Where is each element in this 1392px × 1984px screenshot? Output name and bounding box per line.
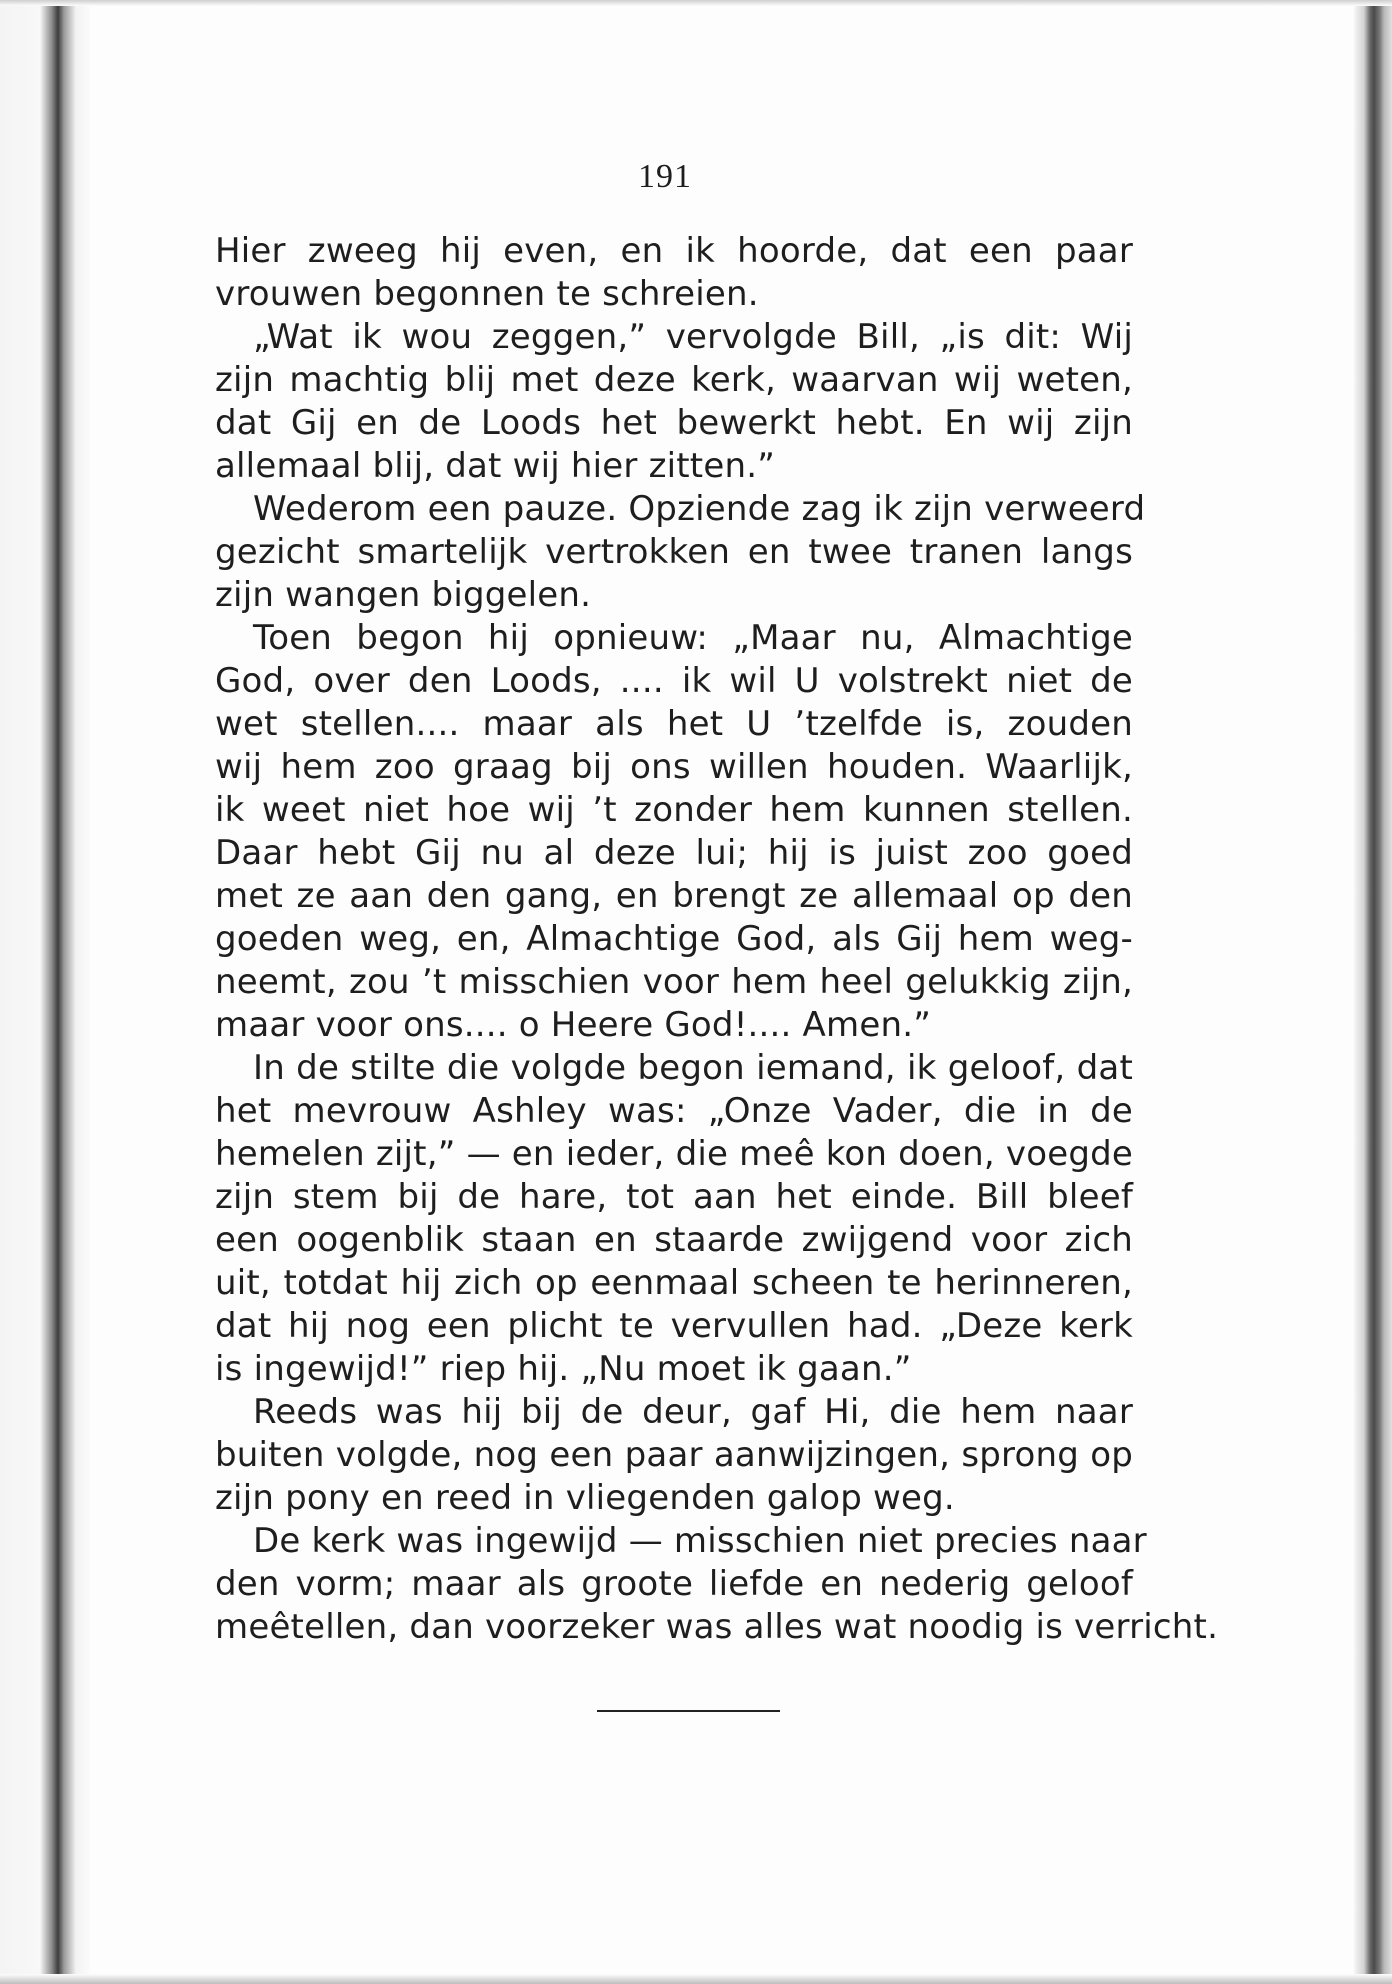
body-text — [215, 230, 1219, 1649]
bottom-shadow — [0, 1974, 1392, 1984]
text-line: God, over den Loods, .... ik wil U volstrekt niet de — [215, 661, 1133, 701]
text-line: goeden weg, en, Almachtige God, als Gij hem weg- — [215, 919, 1133, 959]
text-line: In de stilte die volgde begon iemand, ik geloof, dat — [253, 1048, 1133, 1088]
text-line: „Wat ik wou zeggen,” vervolgde Bill, „is dit: Wij — [253, 317, 1133, 357]
text-line: zijn stem bij de hare, tot aan het einde. Bill bleef — [215, 1177, 1133, 1217]
text-line: ik weet niet hoe wij ’t zonder hem kunnen stellen. — [215, 790, 1133, 830]
text-line: neemt, zou ’t misschien voor hem heel gelukkig zijn, — [215, 962, 1133, 1002]
text-line: dat Gij en de Loods het bewerkt hebt. En wij zijn — [215, 403, 1133, 443]
text-line: den vorm; maar als groote liefde en nederig geloof — [215, 1564, 1133, 1604]
text-line: allemaal blij, dat wij hier zitten.” — [215, 446, 776, 486]
text-line: zijn pony en reed in vliegenden galop weg. — [215, 1478, 955, 1518]
top-shadow — [0, 0, 1392, 6]
text-line: gezicht smartelijk vertrokken en twee tranen langs — [215, 532, 1133, 572]
text-line: wet stellen.... maar als het U ’tzelfde is, zouden — [215, 704, 1133, 744]
text-line: Hier zweeg hij even, en ik hoorde, dat een paar — [215, 231, 1133, 271]
text-line: dat hij nog een plicht te vervullen had. „Deze kerk — [215, 1306, 1133, 1346]
text-line: met ze aan den gang, en brengt ze allemaal op den — [215, 876, 1133, 916]
text-line: het mevrouw Ashley was: „Onze Vader, die in de — [215, 1091, 1133, 1131]
text-line: een oogenblik staan en staarde zwijgend voor zich — [215, 1220, 1133, 1260]
text-line: uit, totdat hij zich op eenmaal scheen te herinneren, — [215, 1263, 1133, 1303]
page-number: 191 — [638, 158, 692, 195]
text-line: meêtellen, dan voorzeker was alles wat noodig is verricht. — [215, 1607, 1219, 1647]
page-edge — [1354, 0, 1392, 1984]
text-line: buiten volgde, nog een paar aanwijzingen, sprong op — [215, 1435, 1133, 1475]
text-line: Wederom een pauze. Opziende zag ik zijn verweerd — [253, 489, 1146, 529]
text-line: zijn machtig blij met deze kerk, waarvan wij weten, — [215, 360, 1133, 400]
text-line: vrouwen begonnen te schreien. — [215, 274, 759, 314]
text-line: Daar hebt Gij nu al deze lui; hij is juist zoo goed — [215, 833, 1133, 873]
text-line: Toen begon hij opnieuw: „Maar nu, Almachtige — [253, 618, 1133, 658]
text-line: De kerk was ingewijd — misschien niet precies naar — [253, 1521, 1147, 1561]
book-gutter — [0, 0, 90, 1984]
text-line: maar voor ons.... o Heere God!.... Amen.” — [215, 1005, 932, 1045]
text-line: wij hem zoo graag bij ons willen houden. Waarlijk, — [215, 747, 1133, 787]
text-line: hemelen zijt,” — en ieder, die meê kon doen, voegde — [215, 1134, 1133, 1174]
text-line: is ingewijd!” riep hij. „Nu moet ik gaan.” — [215, 1349, 912, 1389]
end-rule — [597, 1710, 780, 1712]
text-line: Reeds was hij bij de deur, gaf Hi, die hem naar — [253, 1392, 1133, 1432]
text-line: zijn wangen biggelen. — [215, 575, 592, 615]
